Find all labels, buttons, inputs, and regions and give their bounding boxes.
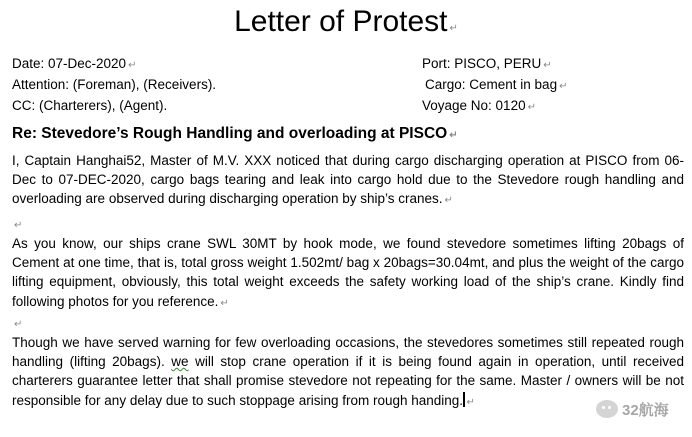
cc-line: CC: (Charterers), (Agent). xyxy=(12,98,168,113)
paragraph-1: I, Captain Hanghai52, Master of M.V. XXX noticed that during cargo discharging operation at PISCO from 06-Dec to 07-DEC-2020, cargo bags tearing and leak into cargo hold due to the Stevedore rough handling and overloading are observed during discharging operation by ship’s cranes. ↵ xyxy=(12,153,684,207)
subject-line: Re: Stevedore’s Rough Handling and overloading at PISCO ↵ xyxy=(12,125,458,142)
empty-paragraph-mark: ↵ xyxy=(14,319,23,330)
voyage-line: Voyage No: 0120 ↵ xyxy=(422,98,536,113)
letter-title: Letter of Protest ↵ xyxy=(234,5,458,38)
date-line: Date: 07-Dec-2020 ↵ xyxy=(12,56,137,71)
spellcheck-flagged-word[interactable]: we xyxy=(171,354,189,370)
watermark-text: 32航海 xyxy=(622,401,669,419)
watermark xyxy=(596,396,684,422)
paragraph-2: As you know, our ships crane SWL 30MT by hook mode, we found stevedore sometimes lifting 20bags of Cement at one time, that is, total gross weight 1.502mt/ bag x 20bags=30.04mt, and plus the weight of the cargo lifting equipment, obviously, this total weight exceeds the safety working load of the ship’s crane. Kindly find following photos for you reference. ↵ xyxy=(12,236,684,309)
port-line: Port: PISCO, PERU ↵ xyxy=(422,56,552,71)
cargo-line: Cargo: Cement in bag ↵ xyxy=(425,77,568,92)
paragraph-3: Though we have served warning for few overloading occasions, the stevedores sometimes still repeated rough handling (lifting 20bags). we will stop crane operation if it is being found again in operation, until received charterers guarantee letter that shall promise stevedore not repeating for the same. Master / owners will be not responsible for any delay due to such stoppage arising from rough handing. ↵ xyxy=(12,335,684,408)
empty-paragraph-mark: ↵ xyxy=(14,220,23,231)
text-cursor xyxy=(463,392,465,407)
attention-line: Attention: (Foreman), (Receivers). xyxy=(12,77,217,92)
wechat-icon xyxy=(596,400,618,418)
